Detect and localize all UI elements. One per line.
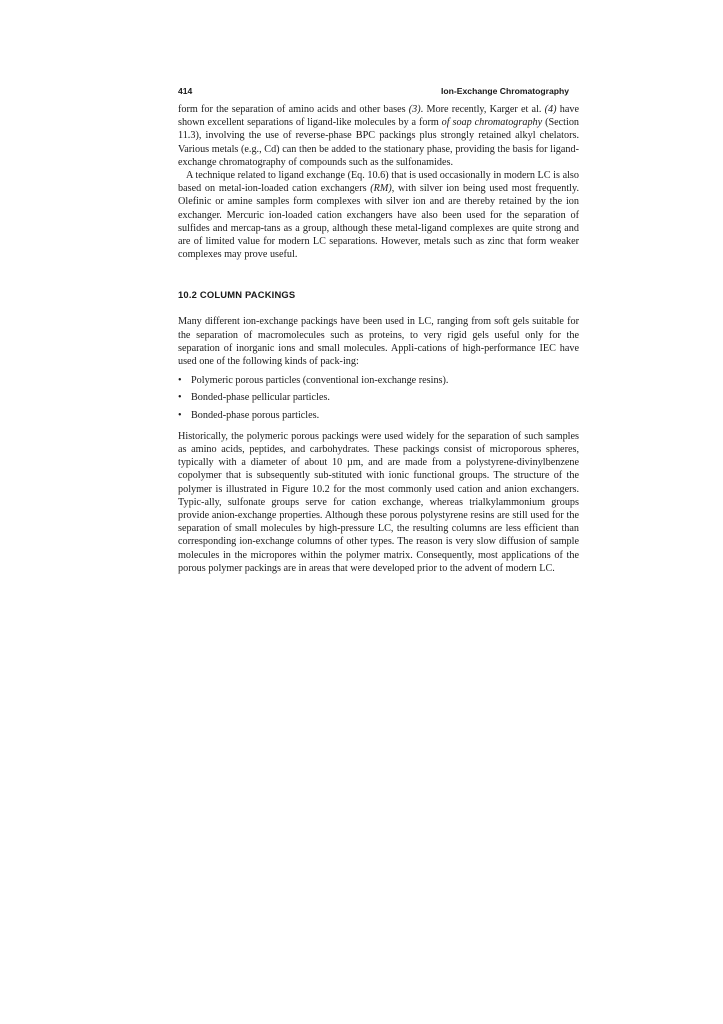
section-heading: 10.2 COLUMN PACKINGS [178,289,296,301]
paragraph-packings-intro: Many different ion-exchange packings have been used in LC, ranging from soft gels suitable for the separation of macromolecules such as proteins, to very rigid gels useful only for the separation of inorganic ions and small molecules. Appli-cations of high-performance IEC have used one of the following kinds of pack-ing: [178,316,579,368]
bullet-icon: • [178,375,182,387]
citation-4: (4) [544,104,557,115]
packing-types-list [178,374,579,422]
list-item: • Polymeric porous particles (conventional ion-exchange resins). [178,375,449,387]
paragraph-metal-ion-exchangers [178,169,579,261]
text-run: . More recently, Karger et al. [420,104,545,115]
list-item: • Bonded-phase pellicular particles. [178,392,330,404]
text-run: A technique related to ligand exchange (Eq. 10.6) that is used occasionally in modern LC is also based on metal-ion-loaded cation exchangers [178,170,579,195]
bullet-icon: • [178,409,182,421]
list-item: • Bonded-phase porous particles. [178,409,320,421]
page-number: 414 [178,86,193,96]
text-run: form for the separation of amino acids and other bases [178,104,409,115]
term-soap-chromatography: of soap chromatography [441,117,543,129]
citation-rm: (RM) [370,183,392,195]
text-run: (Section 11.3), involving the use of reverse-phase BPC packings plus strongly retained alkyl chelators. Various metals (e.g., Cd) can then be added to the stationary phase, providing the basis for ligand-exchange chromatography of compounds such as the sulfonamides. [178,117,580,168]
running-header [178,86,579,99]
citation-3: (3) [408,104,421,115]
book-page [178,86,579,575]
text-run: have shown excellent separations of ligand-like molecules by a form [178,104,579,129]
paragraph-ligand-exchange [178,103,579,169]
paragraph-polymeric-packings: Historically, the polymeric porous packings were used widely for the separation of such samples as amino acids, peptides, and carbohydrates. These packings consist of microporous spheres, typically with a diameter of about 10 µm, and are made from a polystyrene-divinylbenzene copolymer that is subsequently sub-stituted with ionic functional groups. The structure of the polymer is illustrated in Figure 10.2 for the most commonly used cation and anion exchangers. Typic-ally, sulfonate groups serve for cation exchange, whereas trialkylammonium groups provide anion-exchange properties. Although these porous polystyrene resins are still used for the separation of small molecules by high-pressure LC, the resulting columns are less efficient than corresponding ion-exchange columns of other types. The reason is very slow diffusion of sample molecules in the micropores within the polymer matrix. Consequently, most applications of the porous polymer packings are in areas that were developed prior to the advent of modern LC. [178,430,579,574]
running-title: Ion-Exchange Chromatography [441,86,569,96]
text-run: , with silver ion being used most frequently. Olefinic or amine samples form complexes with silver ion and are thereby retained by the ion exchanger. Mercuric ion-loaded cation exchangers have also been used for the separation of sulfides and mercap-tans as a group, although these metal-ligand complexes are quite strong and are of limited value for modern LC separations. However, metals such as zinc that form weaker complexes may prove useful. [178,183,579,261]
bullet-icon: • [178,392,182,404]
